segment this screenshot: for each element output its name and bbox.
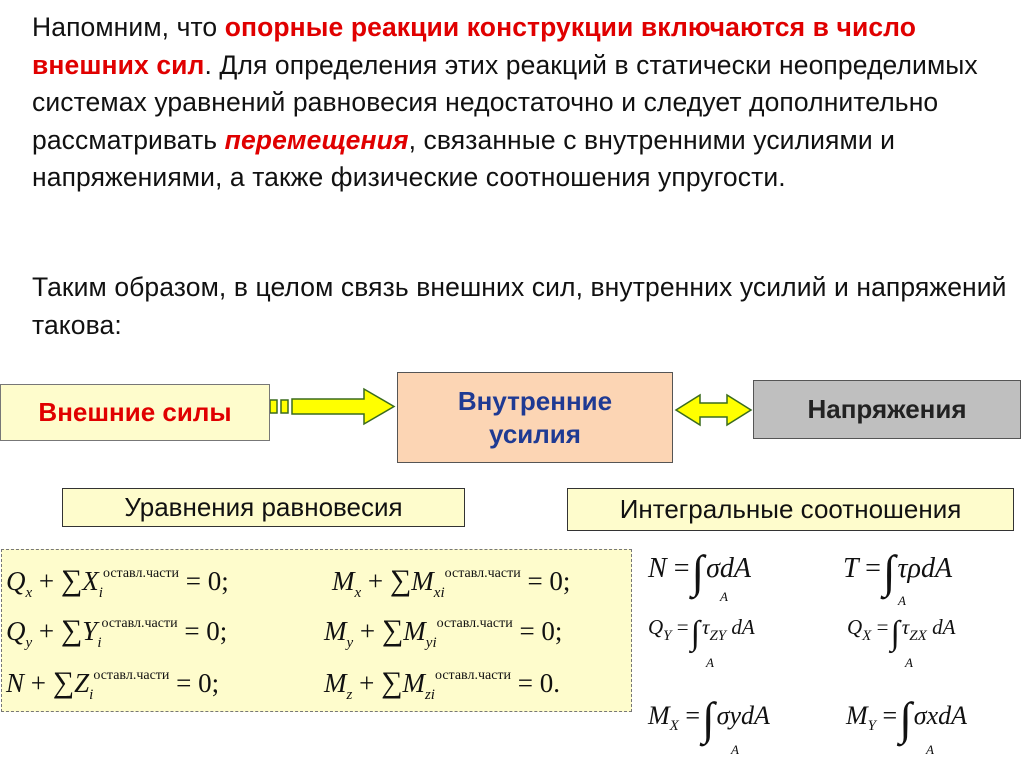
integral-relations-label: Интегральные соотношения bbox=[567, 488, 1014, 531]
stresses-box bbox=[753, 380, 1021, 439]
stresses-label: Напряжения bbox=[807, 394, 967, 424]
equilibrium-equations-panel bbox=[1, 549, 632, 712]
external-forces-box bbox=[0, 384, 270, 441]
external-forces-label: Внешние силы bbox=[38, 397, 232, 427]
equation-force-y: $Q_y + \sum Y_i^{оставл.части} = 0$; bbox=[6, 614, 228, 651]
equilibrium-equations-label: Уравнения равновесия bbox=[62, 488, 465, 527]
intro-text-1: Напомним, что bbox=[32, 12, 225, 42]
intro-highlight-reactions: опорные реакции конструкции включаются в число внешних сил bbox=[32, 12, 917, 80]
equation-moment-y: $M_y + \sum M_{yi}^{оставл.части} = 0$; bbox=[324, 614, 563, 651]
internal-forces-box bbox=[397, 372, 673, 463]
internal-forces-label-line2: усилия bbox=[489, 418, 581, 449]
formula-moment-y: $M_Y =\int\sigma xdA$ A bbox=[846, 693, 968, 757]
arrow-external-to-internal bbox=[270, 389, 394, 424]
formula-normal-force: N =∫σdA A bbox=[648, 546, 752, 604]
equation-force-x: $Q_x + \sum X_i^{оставл.части} = 0$; bbox=[6, 564, 229, 601]
formula-torque: T =∫τρdA A bbox=[843, 546, 953, 608]
formula-moment-x: $M_X =\int\sigma ydA$ A bbox=[648, 693, 770, 757]
equation-normal-force: $N + \sum Z_i^{оставл.части} = 0$; bbox=[6, 666, 220, 703]
intro-text-3: , связанные с внутренними усилиями и напряжениями, а также физические соотношения упругости. bbox=[32, 124, 896, 192]
formula-shear-y: $Q_Y =\int\tau_{ZY}$ dA A bbox=[648, 615, 755, 670]
arrow-internal-stresses bbox=[676, 395, 751, 425]
internal-forces-label-line1: Внутренние bbox=[457, 385, 613, 416]
summary-paragraph: Таким образом, в целом связь внешних сил, внутренних усилий и напряжений такова: bbox=[32, 272, 1007, 340]
equation-moment-x: $M_x + \sum M_{xi}^{оставл.части} = 0$; bbox=[332, 564, 571, 601]
equation-moment-z: $M_z + \sum M_{zi}^{оставл.части} = 0$. bbox=[324, 666, 561, 703]
intro-highlight-displacements: перемещения bbox=[224, 124, 409, 155]
intro-text-2: . Для определения этих реакций в статически неопределимых системах уравнений равновесия недостаточно и следует дополнительно рассматривать bbox=[32, 49, 978, 155]
formula-shear-x: $Q_X =\int\tau_{ZX}$ dA A bbox=[847, 615, 956, 670]
